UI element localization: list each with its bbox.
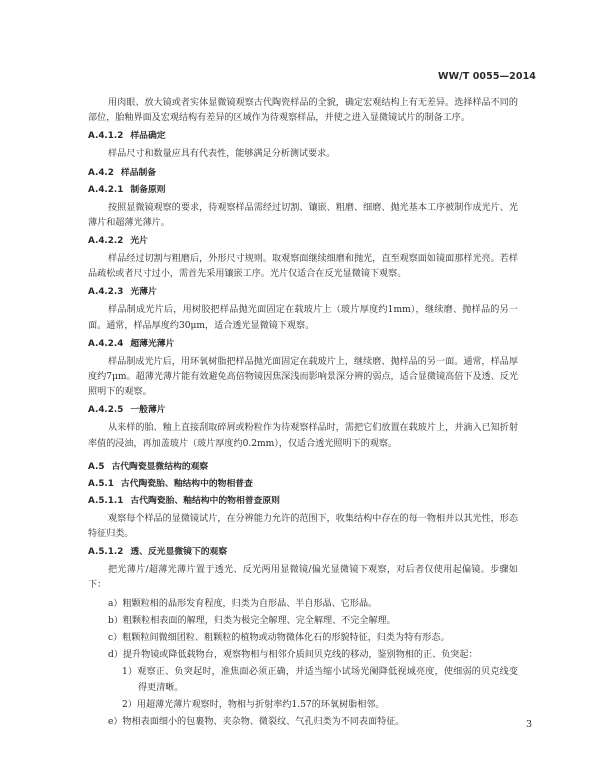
paragraph-a425: 从来样的胎、釉上直接刮取碎屑或粉粒作为待观察样品时，需把它们放置在载玻片上，并滴入已知折射率值的浸油，再加盖玻片（玻片厚度约0.2mm），仅适合透光照明下的观察。 xyxy=(88,423,518,449)
section-number: A.4.2.5 xyxy=(88,405,124,416)
section-heading-a42 xyxy=(88,167,518,179)
section-title: 样品确定 xyxy=(130,131,166,142)
section-title: 古代陶瓷胎、釉结构中的物相普查原则 xyxy=(130,495,280,506)
list-item-d: d）提升物镜或降低载物台，观察物相与相邻介质间贝克线的移动，鉴别物相的正、负突起： xyxy=(108,650,478,661)
section-heading-a5 xyxy=(88,461,518,473)
section-heading-a423 xyxy=(88,286,518,298)
paragraph-a424: 样品制成光片后，用环氧树脂把样品抛光面固定在载玻片上，继续磨、抛样品的另一面。通常，样品厚度约7μm。超薄光薄片能有效避免高倍物镜因焦深浅而影响景深分辨的弱点，适合显微镜高倍下及透、反光照明下的观察。 xyxy=(88,356,518,398)
sub-list-item-1: 1）观察正、负突起时，准焦面必须正确，并适当缩小试场光阑降低视域亮度，使细弱的贝克线变得更清晰。 xyxy=(122,667,518,693)
section-number: A.4.2 xyxy=(88,167,114,178)
section-heading-a512 xyxy=(88,546,518,558)
section-title: 样品制备 xyxy=(120,167,157,178)
section-heading-a412 xyxy=(88,130,518,142)
section-heading-a511 xyxy=(88,495,518,507)
page-number: 3 xyxy=(525,719,532,730)
paragraph-a423: 样品制成光片后，用树胶把样品抛光面固定在载玻片上（玻片厚度约1mm），继续磨、抛样品的另一面。通常，样品厚度约30μm，适合透光显微镜下观察。 xyxy=(88,305,518,331)
section-number: A.5.1.2 xyxy=(88,547,124,558)
paragraph-a412: 样品尺寸和数量应具有代表性，能够满足分析测试要求。 xyxy=(108,149,336,160)
list-item-c: c）粗颗粒间微细团粒、粗颗粒的植物或动物微体化石的形貌特征，归类为特有形态。 xyxy=(108,633,450,644)
section-heading-a421 xyxy=(88,184,518,196)
section-number: A.5 xyxy=(88,461,105,472)
section-heading-a425 xyxy=(88,404,518,416)
section-heading-a422 xyxy=(88,235,518,247)
section-number: A.4.2.4 xyxy=(88,338,124,349)
section-number: A.5.1.1 xyxy=(88,495,124,506)
section-title: 光薄片 xyxy=(130,287,157,298)
list-item-e: e）物相表面细小的包裹物、夹杂物、微裂纹、气孔归类为不同表面特征。 xyxy=(108,717,405,728)
section-number: A.4.1.2 xyxy=(88,131,124,142)
paragraph-a421: 按照显微镜观察的要求，待观察样品需经过切割、镶嵌、粗磨、细磨、抛光基本工序被制作成光片、光薄片和超薄光薄片。 xyxy=(88,202,518,228)
section-title: 超薄光薄片 xyxy=(130,338,175,349)
section-number: A.4.2.3 xyxy=(88,287,124,298)
paragraph-a511: 观察每个样品的显微镜试片，在分辨能力允许的范围下，收集结构中存在的每一物相并以其光性，形态特征归类。 xyxy=(88,513,518,540)
paragraph-a512: 把光薄片/超薄光薄片置于透光、反光两用显微镜/偏光显微镜下观察，对后者仅使用起偏镜。步骤如下： xyxy=(88,565,518,591)
paragraph-a422: 样品经过切割与粗磨后，外形尺寸规则。取观察面继续细磨和抛光，直至观察面如镜面那样光亮。若样品疏松或者尺寸过小，需首先采用镶嵌工序。光片仅适合在反光显微镜下观察。 xyxy=(88,254,518,280)
section-title: 制备原则 xyxy=(130,184,166,195)
intro-paragraph: 用肉眼、放大镜或者实体显微镜观察古代陶瓷样品的全貌，确定宏观结构上有无差异。选择样品不同的部位，胎釉界面及宏观结构有差异的区域作为待观察样品，并使之进入显微镜试片的制备工序。 xyxy=(88,98,518,124)
section-number: A.4.2.1 xyxy=(88,184,124,195)
section-heading-a51 xyxy=(88,478,518,490)
sub-list-item-2: 2）用超薄光薄片观察时，物相与折射率约1.57的环氧树脂相邻。 xyxy=(122,699,385,710)
list-item-b: b）粗颗粒相表面的解理，归类为极完全解理、完全解理、不完全解理。 xyxy=(108,615,396,626)
section-title: 透、反光显微镜下的观察 xyxy=(130,547,228,558)
standard-number: WW/T 0055—2014 xyxy=(438,71,536,82)
section-number: A.4.2.2 xyxy=(88,236,124,247)
list-item-a: a）粗颗粒相的晶形发育程度，归类为自形晶、半自形晶、它形晶。 xyxy=(108,598,378,609)
section-title: 一般薄片 xyxy=(130,405,166,416)
section-heading-a424 xyxy=(88,338,518,350)
section-title: 古代陶瓷显微结构的观察 xyxy=(111,461,209,472)
section-title: 古代陶瓷胎、釉结构中的物相普查 xyxy=(120,478,253,489)
document-body xyxy=(88,96,518,732)
section-title: 光片 xyxy=(130,236,148,247)
section-number: A.5.1 xyxy=(88,478,114,489)
